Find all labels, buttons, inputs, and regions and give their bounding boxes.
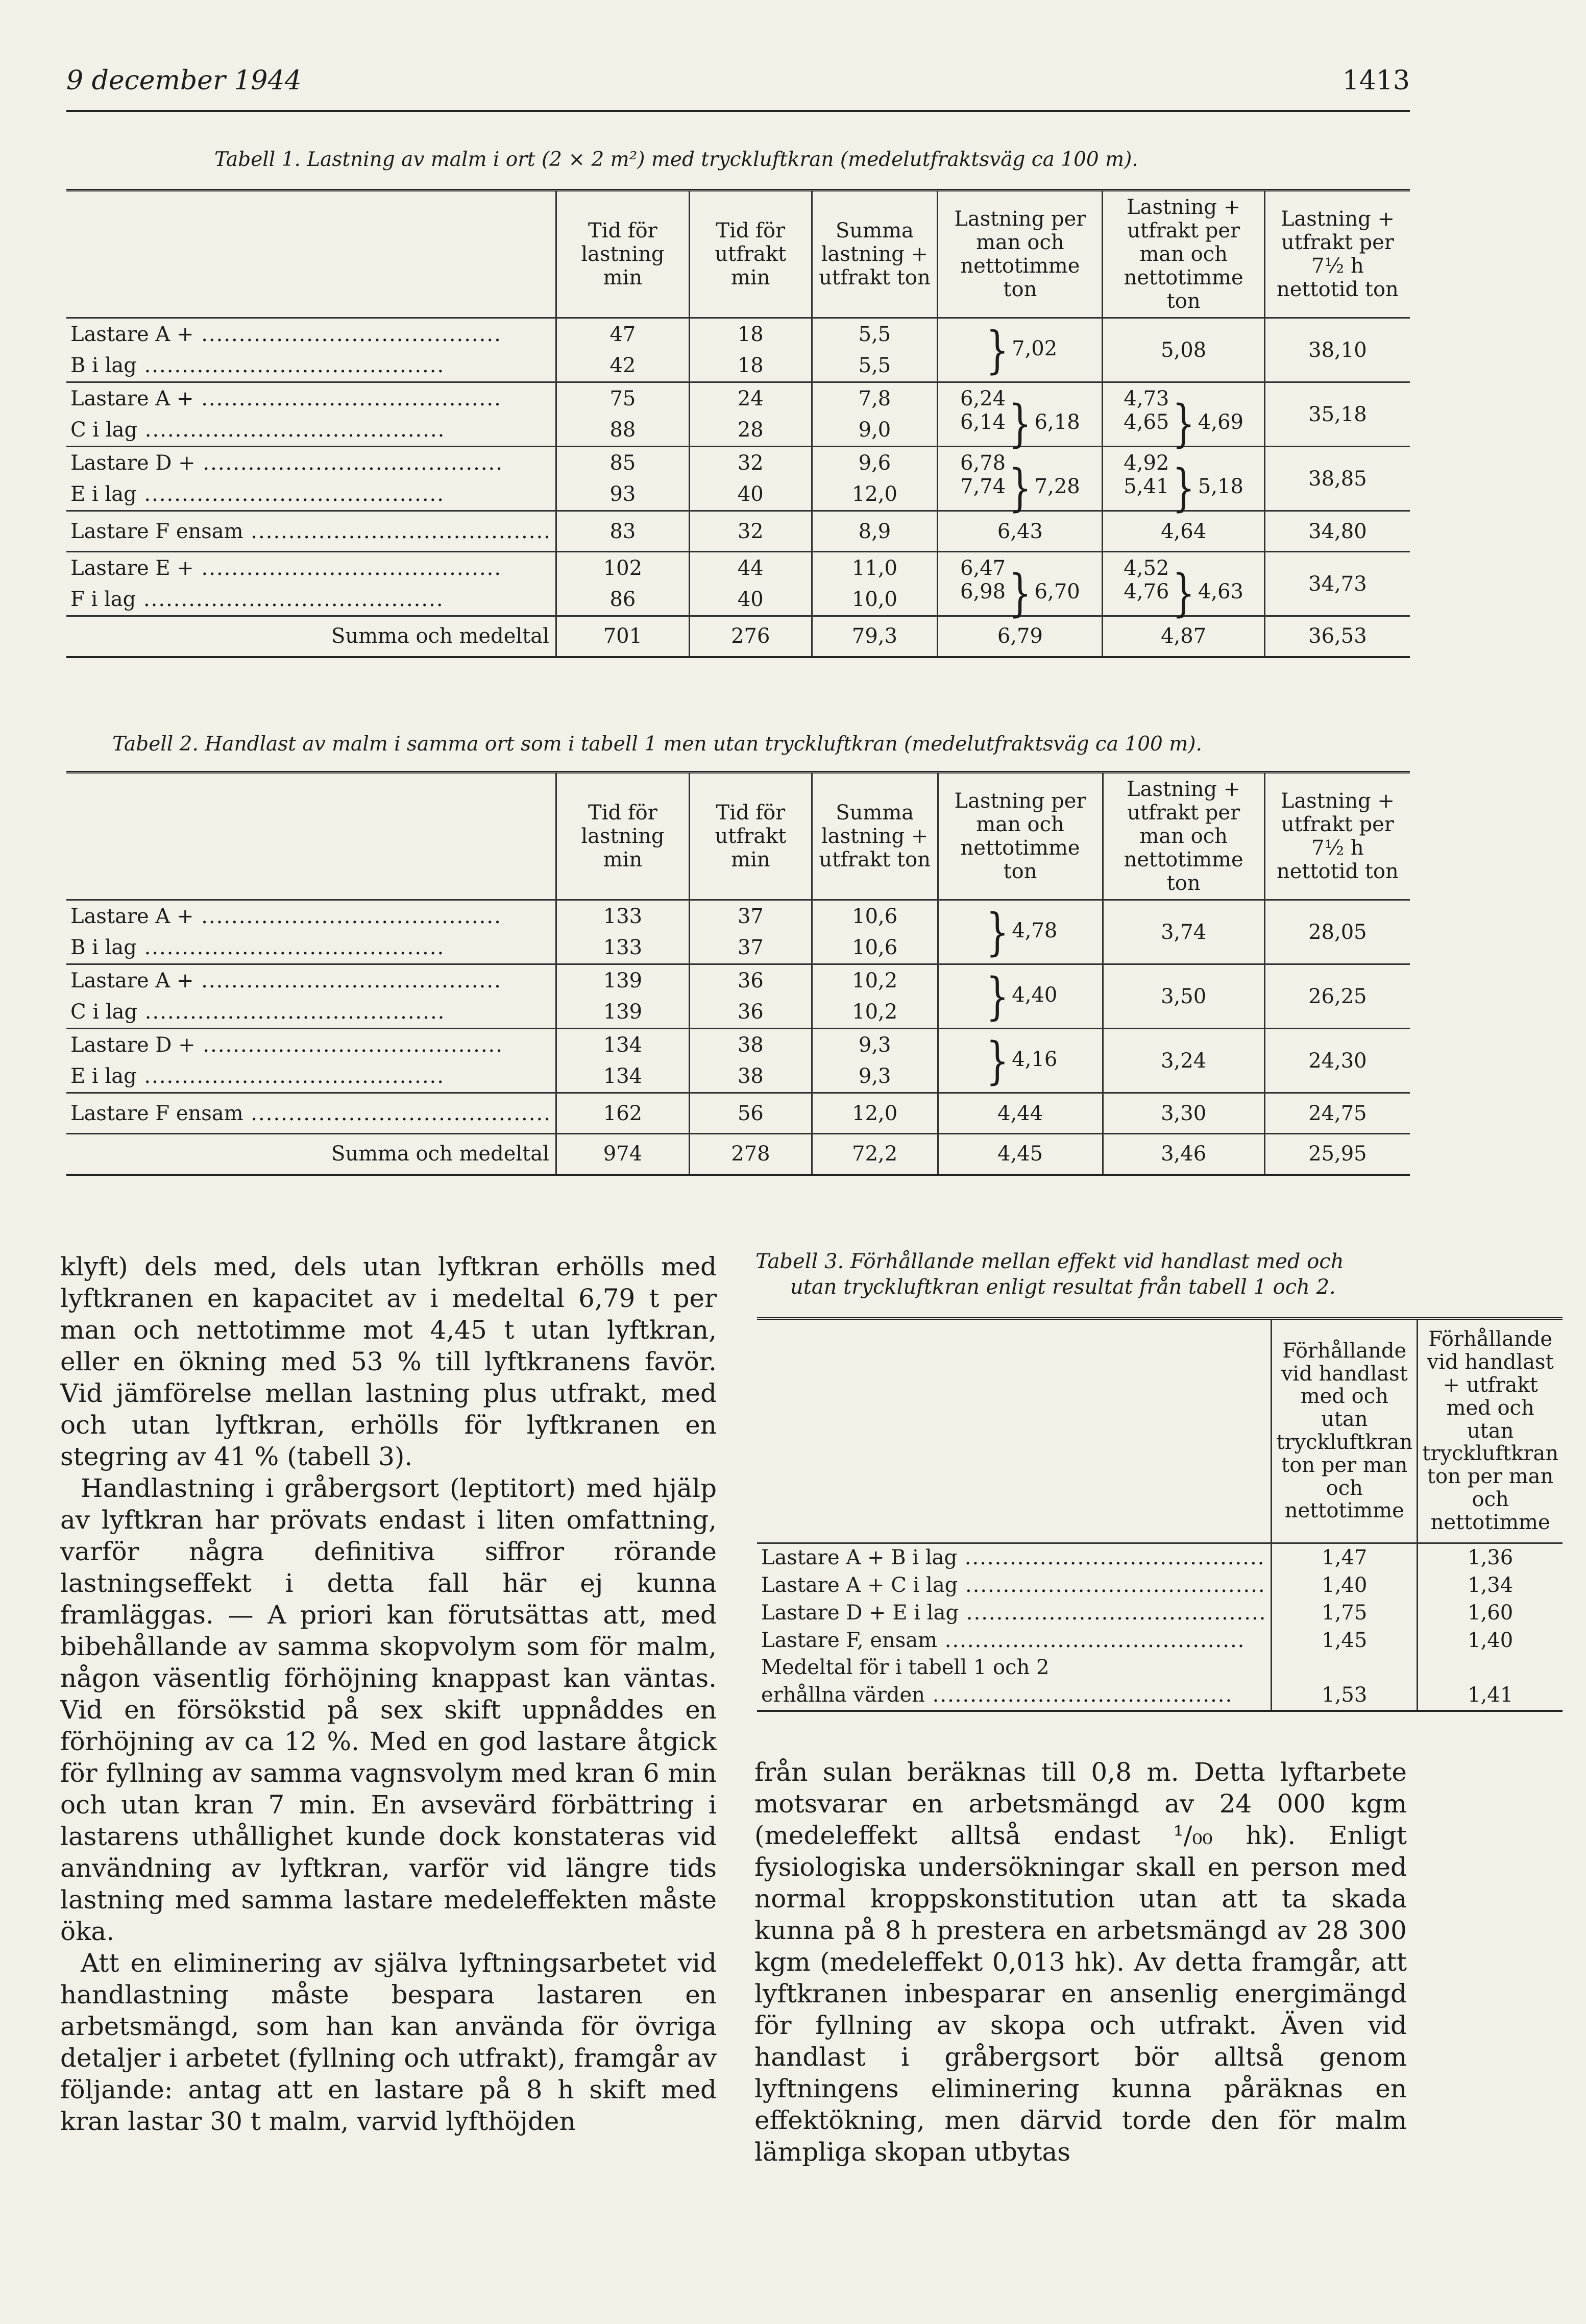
cell: 9,6 xyxy=(812,447,938,479)
cell: 37 xyxy=(690,932,812,964)
row-label: B i lag ..... xyxy=(66,932,556,964)
merged-cell xyxy=(938,382,1103,453)
table-row xyxy=(757,1600,1563,1627)
row-label: Lastare F ensam ..... xyxy=(66,511,556,552)
t3-header-2: Förhållande vid handlast + utfrakt med och utan tryckluftkran ton per man och nettotimme xyxy=(1418,1319,1563,1543)
cell: 10,2 xyxy=(812,997,938,1029)
row-label: Medeltal för i tabell 1 och 2 xyxy=(761,1656,1050,1680)
merged-cell: 3,74 xyxy=(1103,900,1264,964)
merged-cell: 26,25 xyxy=(1264,964,1410,1029)
cell: 5,18 xyxy=(1198,475,1243,498)
cell: 4,65 xyxy=(1124,410,1169,434)
t1-header-c5: Lastning + utfrakt per man och nettotimme ton xyxy=(1103,190,1264,318)
brace-icon: } xyxy=(986,1031,1009,1090)
table-row xyxy=(66,511,1410,552)
cell: 11,0 xyxy=(812,552,938,584)
cell: 18 xyxy=(689,350,812,382)
cell: 72,2 xyxy=(812,1134,938,1175)
cell: 7,8 xyxy=(812,382,938,415)
paragraph: Att en eliminering av själva lyftningsarbetet vid handlastning måste bespara lastaren en arbetsmängd, som han kan använda för övriga detaljer i arbetet (fyllning och utfrakt), framgår av följande: antag att en lastare på 8 h skift med kran lastar 30 t malm, varvid lyfthöjden xyxy=(60,1948,717,2136)
cell: 4,45 xyxy=(938,1134,1103,1175)
cell: 56 xyxy=(690,1093,812,1134)
row-label: Lastare F, ensam ..... xyxy=(757,1627,1272,1655)
row-label: Summa och medeltal xyxy=(66,1134,556,1175)
cell: 5,5 xyxy=(812,318,938,350)
paragraph: från sulan beräknas till 0,8 m. Detta lyftarbete motsvarar en arbetsmängd av 24 000 kgm (medeleffekt alltså endast ¹/₀₀ hk). Enligt fysiologiska undersökningar skall en person med normal kroppskonstitution utan att ta skada kunna på 8 h prestera en arbetsmängd av 28 300 kgm (medeleffekt 0,013 hk). Av detta framgår, att lyftkranen inbesparar en ansenlig energimängd för fyllning av skopa och utfrakt. Även vid handlast i gråbergsort bör alltså genom lyftningens eliminering kunna påräknas en effektökning, men därvid torde den för malm lämpliga skopan utbytas xyxy=(754,1757,1407,2167)
cell: 8,9 xyxy=(812,511,938,552)
cell: 36 xyxy=(690,997,812,1029)
row-label: Summa och medeltal xyxy=(66,616,556,657)
cell: 3,46 xyxy=(1103,1134,1264,1175)
tabell3 xyxy=(757,1317,1563,1712)
cell xyxy=(1272,1655,1418,1681)
cell: 88 xyxy=(556,415,689,447)
row-label: C i lag ..... xyxy=(66,415,556,447)
table-row xyxy=(66,964,1410,997)
cell: 9,3 xyxy=(812,1061,938,1093)
table-row xyxy=(66,552,1410,584)
cell: 4,76 xyxy=(1124,580,1169,603)
cell: 4,44 xyxy=(938,1093,1103,1134)
cell: 9,0 xyxy=(812,415,938,447)
table-row-sum xyxy=(66,616,1410,657)
table-row xyxy=(66,1093,1410,1134)
brace-icon: } xyxy=(986,967,1009,1026)
tabell3-caption-line2: utan tryckluftkran enligt resultat från tabell 1 och 2. xyxy=(790,1275,1336,1299)
row-label: F i lag ..... xyxy=(66,584,556,616)
t2-header-c1: Tid för lastning min xyxy=(556,772,689,900)
cell: 85 xyxy=(556,447,689,479)
table-row xyxy=(757,1655,1563,1681)
row-label: B i lag ..... xyxy=(66,350,556,382)
cell: 133 xyxy=(556,900,689,932)
row-label: Lastare D + E i lag ..... xyxy=(757,1600,1272,1627)
cell: 38 xyxy=(690,1029,812,1061)
merged-cell xyxy=(1103,382,1264,453)
t3-header-label xyxy=(757,1319,1272,1543)
row-label: Lastare A + ..... xyxy=(66,318,556,350)
t1-header-c2: Tid för utfrakt min xyxy=(689,190,812,318)
table-row-sum xyxy=(66,1134,1410,1175)
cell: 6,47 xyxy=(960,556,1006,580)
merged-cell xyxy=(938,318,1103,382)
cell: 12,0 xyxy=(812,1093,938,1134)
tabell1 xyxy=(66,189,1410,658)
table-row xyxy=(757,1572,1563,1600)
cell: 28 xyxy=(689,415,812,447)
cell: 1,75 xyxy=(1272,1600,1418,1627)
cell: 37 xyxy=(690,900,812,932)
t1-header-c6: Lastning + utfrakt per 7½ h nettotid ton xyxy=(1264,190,1410,318)
merged-cell: 24,30 xyxy=(1264,1029,1410,1093)
merged-cell: 35,18 xyxy=(1264,382,1410,447)
table-row xyxy=(757,1681,1563,1711)
merged-cell xyxy=(938,900,1103,964)
brace-icon: } xyxy=(1172,394,1195,453)
brace-icon: } xyxy=(1009,394,1032,453)
table-row xyxy=(66,447,1410,479)
cell: 6,70 xyxy=(1034,580,1080,603)
merged-cell: 3,50 xyxy=(1103,964,1264,1029)
paragraph: Handlastning i gråbergsort (leptitort) med hjälp av lyftkran har prövats endast i liten omfattning, varför några definitiva siffror rörande lastningseffekt i detta fall här ej kunna framläggas. — A priori kan förutsättas att, med bibehållande av samma skopvolym som för malm, någon väsentlig förhöjning knappast kan väntas. Vid en försökstid på sex skift uppnåddes en förhöjning av ca 12 %. Med en god lastare åtgick för fyllning av samma vagnsvolym med kran 6 min och utan kran 7 min. En avsevärd förbättring i lastarens uthållighet kunde dock konstateras vid användning av lyftkran, varför vid längre tids lastning med samma lastare medeleffekten måste öka. xyxy=(60,1473,717,1946)
cell: 34,80 xyxy=(1264,511,1410,552)
merged-cell xyxy=(938,552,1103,623)
row-label: Lastare F ensam ..... xyxy=(66,1093,556,1134)
brace-icon: } xyxy=(986,903,1009,961)
cell: 32 xyxy=(689,511,812,552)
brace-icon: } xyxy=(1009,564,1032,623)
merged-cell: 38,85 xyxy=(1264,447,1410,511)
merged-cell xyxy=(938,1029,1103,1093)
cell: 1,40 xyxy=(1418,1627,1563,1655)
cell: 134 xyxy=(556,1061,689,1093)
cell: 25,95 xyxy=(1264,1134,1410,1175)
cell: 4,69 xyxy=(1198,410,1243,434)
body-right xyxy=(754,1756,1407,2168)
t1-header-c1: Tid för lastning min xyxy=(556,190,689,318)
cell: 6,43 xyxy=(938,511,1103,552)
page-number: 1413 xyxy=(1342,65,1410,96)
cell: 4,64 xyxy=(1103,511,1264,552)
table-row xyxy=(757,1543,1563,1572)
cell: 24,75 xyxy=(1264,1093,1410,1134)
cell: 139 xyxy=(556,997,689,1029)
table-row xyxy=(66,382,1410,415)
cell: 1,47 xyxy=(1272,1543,1418,1572)
cell: 47 xyxy=(556,318,689,350)
cell: 6,78 xyxy=(960,451,1006,475)
cell: 79,3 xyxy=(812,616,938,657)
cell: 6,14 xyxy=(960,410,1006,434)
cell: 38 xyxy=(690,1061,812,1093)
cell: 974 xyxy=(556,1134,689,1175)
cell: 4,52 xyxy=(1124,556,1169,580)
cell: 24 xyxy=(689,382,812,415)
cell: 36 xyxy=(690,964,812,997)
cell: 40 xyxy=(689,479,812,511)
merged-cell xyxy=(938,964,1103,1029)
cell: 1,34 xyxy=(1418,1572,1563,1600)
cell: 701 xyxy=(556,616,689,657)
brace-icon: } xyxy=(986,321,1009,379)
cell: 4,92 xyxy=(1124,451,1169,475)
t2-header-label xyxy=(66,772,556,900)
merged-cell: 28,05 xyxy=(1264,900,1410,964)
row-label: Lastare E + ..... xyxy=(66,552,556,584)
brace-icon: } xyxy=(1172,564,1195,623)
merged-cell xyxy=(1103,447,1264,518)
t2-header-c4: Lastning per man och nettotimme ton xyxy=(938,772,1103,900)
page-date: 9 december 1944 xyxy=(66,65,302,96)
cell: 4,63 xyxy=(1198,580,1243,603)
table-row xyxy=(66,1029,1410,1061)
tabell2 xyxy=(66,771,1410,1176)
cell: 133 xyxy=(556,932,689,964)
cell: 1,41 xyxy=(1418,1681,1563,1711)
brace-icon: } xyxy=(1009,458,1032,518)
body-left xyxy=(60,1251,717,2137)
cell: 4,40 xyxy=(1012,983,1058,1007)
merged-cell xyxy=(1103,552,1264,623)
cell: 6,24 xyxy=(960,387,1006,410)
merged-cell: 34,73 xyxy=(1264,552,1410,616)
cell: 1,40 xyxy=(1272,1572,1418,1600)
cell: 3,30 xyxy=(1103,1093,1264,1134)
cell: 7,74 xyxy=(960,475,1006,498)
merged-cell xyxy=(938,447,1103,518)
t2-header-c2: Tid för utfrakt min xyxy=(690,772,812,900)
row-label: Lastare A + ..... xyxy=(66,964,556,997)
cell: 83 xyxy=(556,511,689,552)
cell xyxy=(1418,1655,1563,1681)
cell: 162 xyxy=(556,1093,689,1134)
cell: 12,0 xyxy=(812,479,938,511)
cell: 5,41 xyxy=(1124,475,1169,498)
cell: 1,45 xyxy=(1272,1627,1418,1655)
cell: 7,02 xyxy=(1012,336,1058,360)
t2-header-c5: Lastning + utfrakt per man och nettotimme ton xyxy=(1103,772,1264,900)
paragraph: klyft) dels med, dels utan lyftkran erhölls med lyftkranen en kapacitet av i medeltal 6,79 t per man och nettotimme mot 4,45 t utan lyftkran, eller en ökning med 53 % till lyftkranens favör. Vid jämförelse mellan lastning plus utfrakt, med och utan lyftkran, erhölls för lyftkranen en stegring av 41 % (tabell 3). xyxy=(60,1252,717,1471)
t1-header-c3: Summa lastning + utfrakt ton xyxy=(812,190,938,318)
cell: 10,0 xyxy=(812,584,938,616)
cell: 32 xyxy=(689,447,812,479)
cell: 278 xyxy=(690,1134,812,1175)
merged-cell: 38,10 xyxy=(1264,318,1410,382)
table-row xyxy=(66,318,1410,350)
cell: 86 xyxy=(556,584,689,616)
row-label: Lastare D + ..... xyxy=(66,447,556,479)
cell: 18 xyxy=(689,318,812,350)
cell: 40 xyxy=(689,584,812,616)
header-rule xyxy=(66,110,1410,112)
row-label: Lastare A + C i lag ..... xyxy=(757,1572,1272,1600)
cell: 1,36 xyxy=(1418,1543,1563,1572)
row-label: Lastare A + ..... xyxy=(66,900,556,932)
cell: 4,16 xyxy=(1012,1047,1058,1071)
cell: 7,28 xyxy=(1034,475,1080,498)
cell: 5,5 xyxy=(812,350,938,382)
merged-cell: 3,24 xyxy=(1103,1029,1264,1093)
cell: 10,6 xyxy=(812,932,938,964)
row-label: erhållna värden ..... xyxy=(757,1681,1272,1711)
t2-header-c3: Summa lastning + utfrakt ton xyxy=(812,772,938,900)
cell: 36,53 xyxy=(1264,616,1410,657)
cell: 10,2 xyxy=(812,964,938,997)
cell: 4,78 xyxy=(1012,918,1058,942)
cell: 4,73 xyxy=(1124,387,1169,410)
cell: 1,53 xyxy=(1272,1681,1418,1711)
cell: 4,87 xyxy=(1103,616,1264,657)
t1-header-c4: Lastning per man och nettotimme ton xyxy=(938,190,1103,318)
cell: 139 xyxy=(556,964,689,997)
tabell2-caption: Tabell 2. Handlast av malm i samma ort som i tabell 1 men utan tryckluftkran (medelutfraktsväg ca 100 m). xyxy=(112,733,1202,756)
tabell1-caption: Tabell 1. Lastning av malm i ort (2 × 2 m²) med tryckluftkran (medelutfraktsväg ca 100 m). xyxy=(214,148,1138,171)
row-label: E i lag ..... xyxy=(66,479,556,511)
cell: 276 xyxy=(689,616,812,657)
merged-cell: 5,08 xyxy=(1103,318,1264,382)
cell: 6,18 xyxy=(1034,410,1080,434)
cell: 93 xyxy=(556,479,689,511)
cell: 75 xyxy=(556,382,689,415)
cell: 42 xyxy=(556,350,689,382)
table-row xyxy=(757,1627,1563,1655)
cell: 9,3 xyxy=(812,1029,938,1061)
row-label: Lastare D + ..... xyxy=(66,1029,556,1061)
row-label: C i lag ..... xyxy=(66,997,556,1029)
t2-header-c6: Lastning + utfrakt per 7½ h nettotid ton xyxy=(1264,772,1410,900)
t3-header-1: Förhållande vid handlast med och utan tryckluftkran ton per man och nettotimme xyxy=(1272,1319,1418,1543)
cell: 6,98 xyxy=(960,580,1006,603)
row-label: Lastare A + B i lag ..... xyxy=(757,1543,1272,1572)
row-label: Lastare A + ..... xyxy=(66,382,556,415)
row-label: E i lag ..... xyxy=(66,1061,556,1093)
cell: 10,6 xyxy=(812,900,938,932)
tabell3-caption-line1: Tabell 3. Förhållande mellan effekt vid handlast med och xyxy=(755,1250,1344,1273)
cell: 102 xyxy=(556,552,689,584)
cell: 6,79 xyxy=(938,616,1103,657)
t1-header-label xyxy=(66,190,556,318)
brace-icon: } xyxy=(1172,458,1195,518)
table-row xyxy=(66,900,1410,932)
cell: 1,60 xyxy=(1418,1600,1563,1627)
cell: 44 xyxy=(689,552,812,584)
cell: 134 xyxy=(556,1029,689,1061)
